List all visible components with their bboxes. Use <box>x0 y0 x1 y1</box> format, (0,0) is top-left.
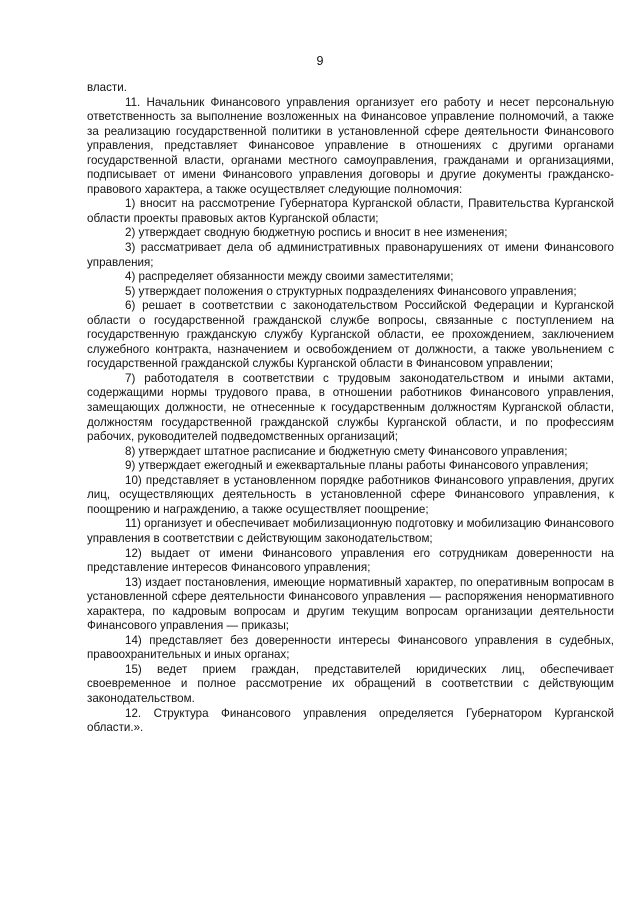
paragraph-clause-12: 12. Структура Финансового управления определяется Губернатором Курганской области.». <box>87 706 614 735</box>
document-body <box>87 81 614 736</box>
list-item-15: 15) ведет прием граждан, представителей юридических лиц, обеспечивает своевременное и полное рассмотрение их обращений в соответствии с действующим законодательством. <box>87 662 614 705</box>
paragraph-continuation: власти. <box>87 81 127 94</box>
list-item-13: 13) издает постановления, имеющие нормативный характер, по оперативным вопросам в установленной сфере деятельности Финансового управления — распоряжения ненормативного характера, по кадровым вопросам и другим текущим вопросам организации деятельности Финансового управления — приказы; <box>87 575 614 633</box>
list-item-11: 11) организует и обеспечивает мобилизационную подготовку и мобилизацию Финансового управления в соответствии с действующим законодательством; <box>87 517 614 545</box>
list-item-5: 5) утверждает положения о структурных подразделениях Финансового управления; <box>125 284 577 298</box>
list-item-14: 14) представляет без доверенности интересы Финансового управления в судебных, правоохранительных и иных органах; <box>87 633 614 662</box>
page-number: 9 <box>316 54 324 68</box>
list-item-1: 1) вносит на рассмотрение Губернатора Курганской области, Правительства Курганской области проекты правовых актов Курганской области; <box>87 197 614 225</box>
list-item-4: 4) распределяет обязанности между своими заместителями; <box>125 270 454 284</box>
list-item-12: 12) выдает от имени Финансового управления его сотрудникам доверенности на представление интересов Финансового управления; <box>87 546 614 575</box>
list-item-3: 3) рассматривает дела об административных правонарушениях от имени Финансового управления; <box>87 241 614 269</box>
list-item-6: 6) решает в соответствии с законодательством Российской Федерации и Курганской области о государственной гражданской службе вопросы, связанные с поступлением на государственную гражданскую службу Курганской области, ее прохождением, заключением служебного контракта, назначением и освобождением от должности, а также увольнением с государственной гражданской службы Курганской области в Финансовом управлении; <box>87 299 614 371</box>
list-item-9: 9) утверждает ежегодный и ежеквартальные планы работы Финансового управления; <box>125 459 589 473</box>
list-item-8: 8) утверждает штатное расписание и бюджетную смету Финансового управления; <box>125 444 568 458</box>
paragraph-clause-11: 11. Начальник Финансового управления организует его работу и несет персональную ответственность за выполнение возложенных на Финансовое управление полномочий, а также за реализацию государственной политики в установленной сфере деятельности Финансового управления, представляет Финансовое управление в отношениях с другими органами государственной власти, органами местного самоуправления, гражданами и организациями, подписывает от имени Финансового управления договоры и другие документы гражданско-правового характера, а также осуществляет следующие полномочия: <box>87 95 614 196</box>
list-item-10: 10) представляет в установленном порядке работников Финансового управления, других лиц, осуществляющих деятельность в установленной сфере Финансового управления, к поощрению и награждению, а также осуществляет поощрение; <box>87 473 614 516</box>
list-item-2: 2) утверждает сводную бюджетную роспись и вносит в нее изменения; <box>125 226 508 240</box>
list-item-7: 7) работодателя в соответствии с трудовым законодательством и иными актами, содержащими нормы трудового права, в отношении работников Финансового управления, замещающих должности, не отнесенные к государственным должностям Курганской области, должностям государственной гражданской службы Курганской области, и по профессиям рабочих, руководителей подведомственных организаций; <box>87 371 614 444</box>
